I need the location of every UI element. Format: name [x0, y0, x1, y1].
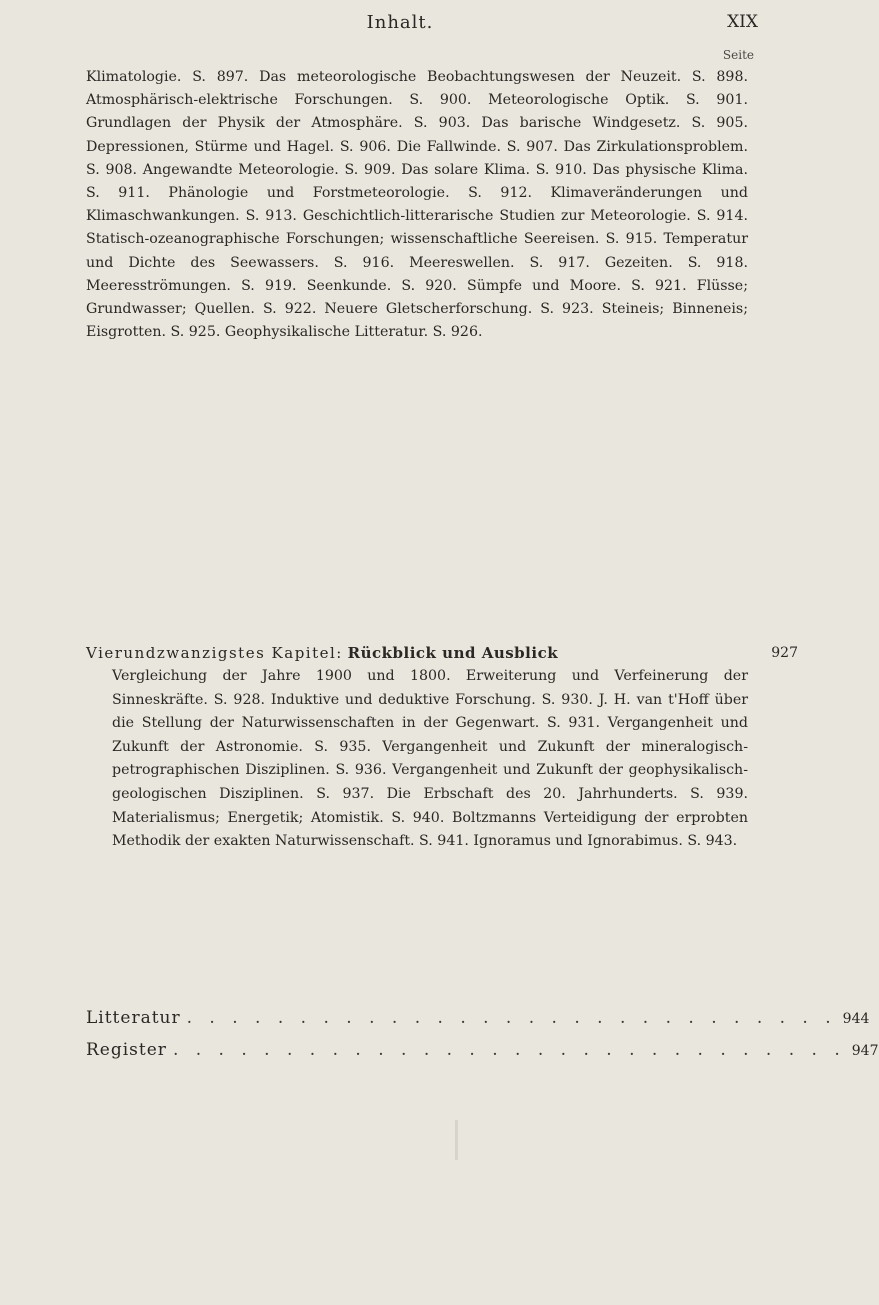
page-column-label: Seite	[722, 48, 754, 62]
running-head	[0, 12, 800, 42]
toc-row-register	[86, 1040, 879, 1068]
paper-mark	[455, 1120, 458, 1160]
toc-row-litteratur	[86, 1008, 870, 1036]
chapter-number-label: Vierundzwanzigstes Kapitel:	[86, 644, 343, 662]
toc-leader-dots: . . . . . . . . . . . . . . . . . . . . . . . . . . . . .	[186, 1008, 837, 1028]
chapter-title: Rückblick und Ausblick	[347, 644, 559, 662]
chapter-heading	[86, 641, 798, 665]
chapter-summary: Vergleichung der Jahre 1900 und 1800. Erweiterung und Verfeinerung der Sinneskräfte. S. 928. Induktive und deduktive Forschung. S. 930. J. H. van t'Hoff über die Stellung der Naturwissenschaften in der Gegenwart. S. 931. Vergangenheit und Zukunft der Astronomie. S. 935. Vergangenheit und Zukunft der mineralogisch-petrographischen Disziplinen. S. 936. Vergangenheit und Zukunft der geophysikalisch-geologischen Disziplinen. S. 937. Die Erbschaft des 20. Jahrhunderts. S. 939. Materialismus; Energetik; Atomistik. S. 940. Boltzmanns Verteidigung der erprobten Methodik der exakten Naturwissenschaft. S. 941. Ignoramus und Ignorabimus. S. 943.	[112, 668, 748, 850]
chapter-entry	[86, 641, 798, 854]
toc-label: Register	[86, 1040, 167, 1060]
toc-label: Litteratur	[86, 1008, 181, 1028]
toc-page-number: 944	[842, 1011, 870, 1027]
roman-page-number: XIX	[727, 12, 758, 32]
page-title: Inhalt.	[366, 12, 434, 33]
toc-leader-dots: . . . . . . . . . . . . . . . . . . . . . . . . . . . . . .	[172, 1040, 846, 1060]
toc-page-number: 947	[851, 1043, 879, 1059]
chapter-page-number: 927	[771, 645, 798, 661]
toc-entry-text: Klimatologie. S. 897. Das meteorologische Beobachtungswesen der Neuzeit. S. 898. Atmosphärisch-elektrische Forschungen. S. 900. Meteorologische Optik. S. 901. Grundlagen der Physik der Atmosphäre. S. 903. Das barische Windgesetz. S. 905. Depressionen, Stürme und Hagel. S. 906. Die Fallwinde. S. 907. Das Zirkulationsproblem. S. 908. Angewandte Meteorologie. S. 909. Das solare Klima. S. 910. Das physische Klima. S. 911. Phänologie und Forstmeteorologie. S. 912. Klimaveränderungen und Klimaschwankungen. S. 913. Geschichtlich-litterarische Studien zur Meteorologie. S. 914. Statisch-ozeanographische Forschungen; wissenschaftliche Seereisen. S. 915. Temperatur und Dichte des Seewassers. S. 916. Meereswellen. S. 917. Gezeiten. S. 918. Meeresströmungen. S. 919. Seenkunde. S. 920. Sümpfe und Moore. S. 921. Flüsse; Grundwasser; Quellen. S. 922. Neuere Gletscherforschung. S. 923. Steineis; Binneneis; Eisgrotten. S. 925. Geophysikalische Litteratur. S. 926.	[86, 69, 748, 341]
